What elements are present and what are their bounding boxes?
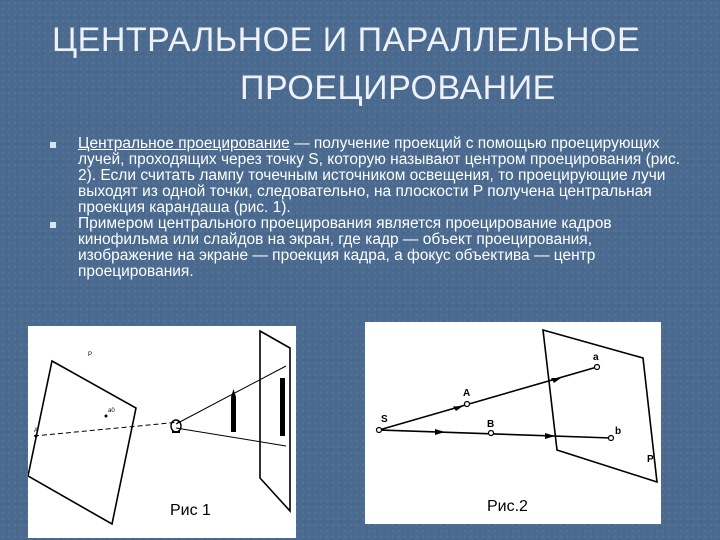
fig2-point-a — [595, 365, 600, 370]
bullet-text: Примером центрального проецирования является проецирование кадров кинофильма или слайдов на экран, где кадр — объект проецирования, изображение на экране — проекция кадра, а фокус объектива — центр проецирования. — [78, 215, 612, 280]
fig1-lamp-icon — [171, 420, 181, 432]
fig2-arrow-icon — [453, 406, 463, 411]
figure-2-panel — [365, 322, 661, 524]
fig2-label-A: A — [463, 388, 471, 399]
fig2-label-a: a — [593, 352, 599, 363]
bullet-text: — получение проекций с помощью проецирующих лучей, проходящих через точку S, которую называют центром проецирования (рис. 2). Если считать лампу точечным источником освещения, то проецирующие лучи выходят из одной точки, следовательно, на плоскости P получена центральная проекция карандаша (рис. 1). — [78, 135, 681, 216]
bullet-list — [48, 136, 688, 280]
fig2-ray-sb — [379, 430, 611, 438]
bullet-item-film-example — [48, 216, 688, 280]
fig2-point-A — [465, 402, 470, 407]
fig2-point-B — [489, 431, 494, 436]
figure-1-panel — [28, 326, 296, 538]
fig1-ray — [34, 422, 180, 436]
bullet-marker-icon — [50, 222, 56, 228]
fig1-label-a: A — [34, 428, 39, 434]
fig2-label-B: B — [487, 419, 495, 430]
figure-2-caption: Рис.2 — [487, 498, 528, 515]
fig1-plane-left — [28, 361, 136, 524]
slide-title-line-2: ПРОЕЦИРОВАНИЕ — [240, 69, 556, 107]
bullet-term: Центральное проецирование — [78, 135, 290, 152]
fig2-arrow-icon — [545, 433, 555, 439]
slide-title — [30, 16, 690, 112]
figure-1-caption: Рис 1 — [170, 502, 211, 519]
fig2-plane-p — [543, 330, 657, 482]
slide-title-line-1: ЦЕНТРАЛЬНОЕ И ПАРАЛЛЕЛЬНОЕ — [52, 21, 641, 59]
figure-2-drawing — [365, 322, 661, 524]
fig2-label-P: P — [647, 454, 654, 465]
fig1-pencil — [231, 397, 236, 432]
fig2-label-s: S — [381, 414, 388, 425]
fig1-point — [35, 435, 38, 438]
fig1-screen-right — [260, 331, 290, 511]
bullet-item-central-projection — [48, 136, 688, 216]
fig1-pencil-projection — [280, 378, 285, 436]
fig2-arrow-icon — [435, 429, 445, 435]
fig1-point — [105, 415, 108, 418]
bullet-marker-icon — [50, 142, 56, 148]
fig2-point-s — [377, 428, 382, 433]
fig1-label-p: P — [88, 352, 93, 358]
fig1-label-a0: a0 — [108, 408, 115, 414]
fig2-point-b — [609, 436, 614, 441]
figure-1-drawing — [28, 326, 296, 538]
fig2-label-b: b — [615, 426, 622, 437]
fig2-arrow-icon — [551, 378, 561, 383]
